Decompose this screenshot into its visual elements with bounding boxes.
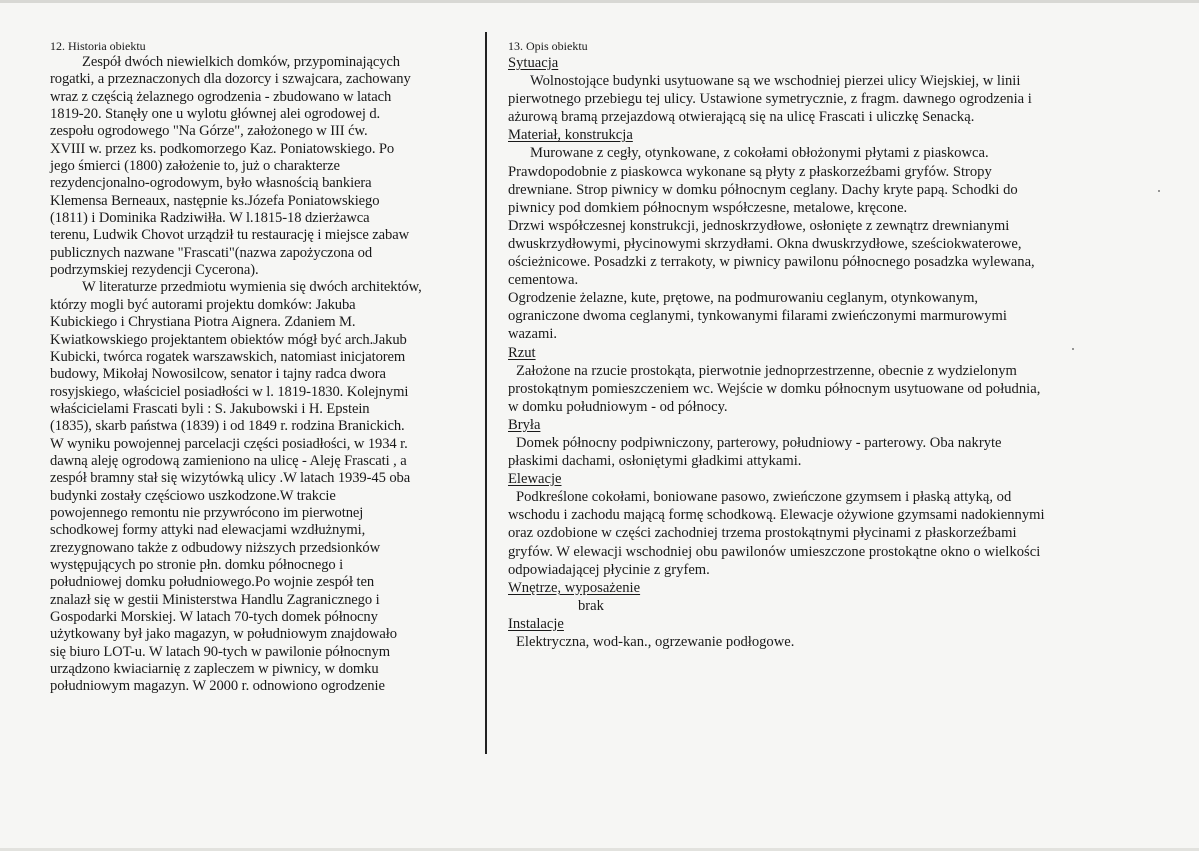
history-line: Kwiatkowskiego projektantem obiektów mógł być arch.Jakub <box>50 331 407 348</box>
section-line: płaskimi dachami, osłoniętymi gładkimi attykami. <box>508 453 802 470</box>
description-column <box>508 38 1148 651</box>
history-line: występujących po stronie płn. domku północnego i <box>50 556 344 573</box>
history-line: (1835), skarb państwa (1839) i od 1849 r. rodzina Branickich. <box>50 418 405 435</box>
section-line: Murowane z cegły, otynkowane, z cokołami obłożonymi płytami z piaskowca. <box>530 145 989 162</box>
section-line: wazami. <box>508 326 558 343</box>
history-line: W wyniku powojennej parcelacji części posiadłości, w 1934 r. <box>50 435 408 452</box>
section-title-rzut: Rzut <box>508 344 536 361</box>
history-line: Klemensa Berneaux, następnie ks.Józefa Poniatowskiego <box>50 192 380 209</box>
history-column <box>50 38 475 696</box>
section-title-bryla: Bryła <box>508 416 541 433</box>
section-line: ograniczone dwoma ceglanymi, tynkowanymi filarami zwieńczonymi marmurowymi <box>508 308 1007 325</box>
scan-speck <box>1072 348 1074 350</box>
section-title-material: Materiał, konstrukcja <box>508 127 633 144</box>
history-line: rezydencjonalno-ogrodowym, było własnością bankiera <box>50 175 372 192</box>
section-title-wnetrze: Wnętrze, wyposażenie <box>508 579 641 596</box>
history-line: schodkowej formy attyki nad elewacjami wzdłużnymi, <box>50 522 366 539</box>
history-line: jego śmierci (1800) założenie to, już o charakterze <box>50 158 340 175</box>
section-line: pierwotnego przebiegu tej ulicy. Ustawione symetrycznie, z fragm. dawnego ogrodzenia i <box>508 91 1032 108</box>
history-line: południowej domku południowego.Po wojnie zespół ten <box>50 574 375 591</box>
history-line: urządzono kwiaciarnię z zapleczem w piwnicy, w domku <box>50 661 379 678</box>
section-line: ościeżnicowe. Posadzki z terrakoty, w piwnicy pawilonu północnego posadzka wylewana, <box>508 254 1035 271</box>
section-line: brak <box>578 597 604 614</box>
history-line: znalazł się w gestii Ministerstwa Handlu Zagranicznego i <box>50 591 380 608</box>
section-line: odpowiadającej płycinie z gryfem. <box>508 561 710 578</box>
section-line: piwnicy pod domkiem północnym współczesne, metalowe, kręcone. <box>508 199 908 216</box>
section-line: Wolnostojące budynki usytuowane są we wschodniej pierzei ulicy Wiejskiej, w linii <box>530 73 1021 90</box>
section-line: Elektryczna, wod-kan., ogrzewanie podłogowe. <box>516 634 795 650</box>
history-line: XVIII w. przez ks. podkomorzego Kaz. Poniatowskiego. Po <box>50 140 395 157</box>
history-line: którzy mogli być autorami projektu domków: Jakuba <box>50 296 356 313</box>
history-line: powojennego remontu nie przywrócono im pierwotnej <box>50 504 364 521</box>
section-title-elewacje: Elewacje <box>508 471 562 488</box>
section-line: gryfów. W elewacji wschodniej obu pawilonów umieszczone prostokątne okno o wielkości <box>508 543 1041 560</box>
section-line: Założone na rzucie prostokąta, pierwotnie jednoprzestrzenne, obecnie z wydzielonym <box>516 362 1017 379</box>
history-line: terenu, Ludwik Chovot urządził tu restaurację i miejsce zabaw <box>50 227 410 244</box>
section-line: wschodu i zachodu mającą formę schodkową. Elewacje ożywione gzymsami nadokiennymi <box>508 507 1045 524</box>
history-heading: 12. Historia obiektu <box>50 39 146 53</box>
history-line: Zespół dwóch niewielkich domków, przypominających <box>82 54 400 70</box>
history-line: Kubicki, twórca rogatek warszawskich, natomiast inicjatorem <box>50 348 406 365</box>
section-line: ażurową bramą przejazdową otwierającą się na ulicę Frascati i uliczkę Senacką. <box>508 109 975 126</box>
history-line: południowym magazyn. W 2000 r. odnowiono ogrodzenie <box>50 678 385 695</box>
section-line: prostokątnym pomieszczeniem wc. Wejście w domku północnym usytuowane od południa, <box>508 380 1041 397</box>
history-line: użytkowany był jako magazyn, w południowym znajdowało <box>50 626 397 643</box>
history-line: wraz z częścią żelaznego ogrodzenia - zbudowano w latach <box>50 88 392 105</box>
history-line: budowy, Mikołaj Nowosilcow, senator i tajny radca dwora <box>50 366 386 383</box>
history-line: budynki zostały częściowo uszkodzone.W trakcie <box>50 487 336 504</box>
scan-edge-top <box>0 0 1199 3</box>
history-line: zespół bramny stał się wizytówką ulicy .W latach 1939-45 oba <box>50 470 411 487</box>
section-line: w domku południowym - od północy. <box>508 398 728 415</box>
history-line: 1819-20. Stanęły one u wylotu głównej alei ogrodowej d. <box>50 106 381 123</box>
scan-speck <box>1158 190 1160 192</box>
history-line: (1811) i Dominika Radziwiłła. W l.1815-18 dzierżawca <box>50 210 370 227</box>
section-line: Ogrodzenie żelazne, kute, prętowe, na podmurowaniu ceglanym, otynkowanym, <box>508 290 979 307</box>
section-title-instalacje: Instalacje <box>508 615 564 632</box>
history-line: podrzymskiej rezydencji Cycerona). <box>50 262 259 279</box>
history-line: dawną aleję ogrodową zamieniono na ulicę - Aleję Frascati , a <box>50 452 407 469</box>
section-line: cementowa. <box>508 272 579 289</box>
history-line: Kubickiego i Chrystiana Piotra Aignera. Zdaniem M. <box>50 314 356 331</box>
section-line: drewniane. Strop piwnicy w domku północnym ceglany. Dachy kryte papą. Schodki do <box>508 181 1018 198</box>
history-line: zrezygnowano także z odbudowy niższych przedsionków <box>50 539 381 556</box>
section-line: Drzwi współczesnej konstrukcji, jednoskrzydłowe, osłonięte z zewnątrz drewnianymi <box>508 217 1010 234</box>
description-text <box>508 54 1148 651</box>
column-divider <box>485 32 487 754</box>
section-line: Prawdopodobnie z piaskowca wykonane są płyty z płaskorzeźbami gryfów. Stropy <box>508 163 992 180</box>
section-line: dwuskrzydłowymi, płycinowymi skrzydłami. Okna dwuskrzydłowe, sześciokwaterowe, <box>508 235 1022 252</box>
history-line: rogatki, a przeznaczonych dla dozorcy i szwajcara, zachowany <box>50 71 411 88</box>
section-line: Domek północny podpiwniczony, parterowy, południowy - parterowy. Oba nakryte <box>516 434 1002 451</box>
section-title-sytuacja: Sytuacja <box>508 55 559 71</box>
history-line: W literaturze przedmiotu wymienia się dwóch architektów, <box>82 279 422 296</box>
history-line: zespołu ogrodowego "Na Górze", założonego w III ćw. <box>50 123 368 140</box>
section-line: Podkreślone cokołami, boniowane pasowo, zwieńczone gzymsem i płaską attyką, od <box>516 489 1012 506</box>
description-heading: 13. Opis obiektu <box>508 39 588 53</box>
history-text <box>50 54 475 696</box>
history-line: Gospodarki Morskiej. W latach 70-tych domek północny <box>50 609 378 625</box>
history-line: się biuro LOT-u. W latach 90-tych w pawilonie północnym <box>50 643 390 660</box>
history-line: rosyjskiego, właściciel posiadłości w l. 1819-1830. Kolejnymi <box>50 383 409 400</box>
history-line: właścicielami Frascati byli : S. Jakubowski i H. Epstein <box>50 400 370 417</box>
history-line: publicznych nazwane "Frascati"(nazwa zapożyczona od <box>50 244 373 261</box>
section-line: oraz ozdobione w części zachodniej trzema prostokątnymi płycinami z płaskorzeźbami <box>508 525 1017 542</box>
